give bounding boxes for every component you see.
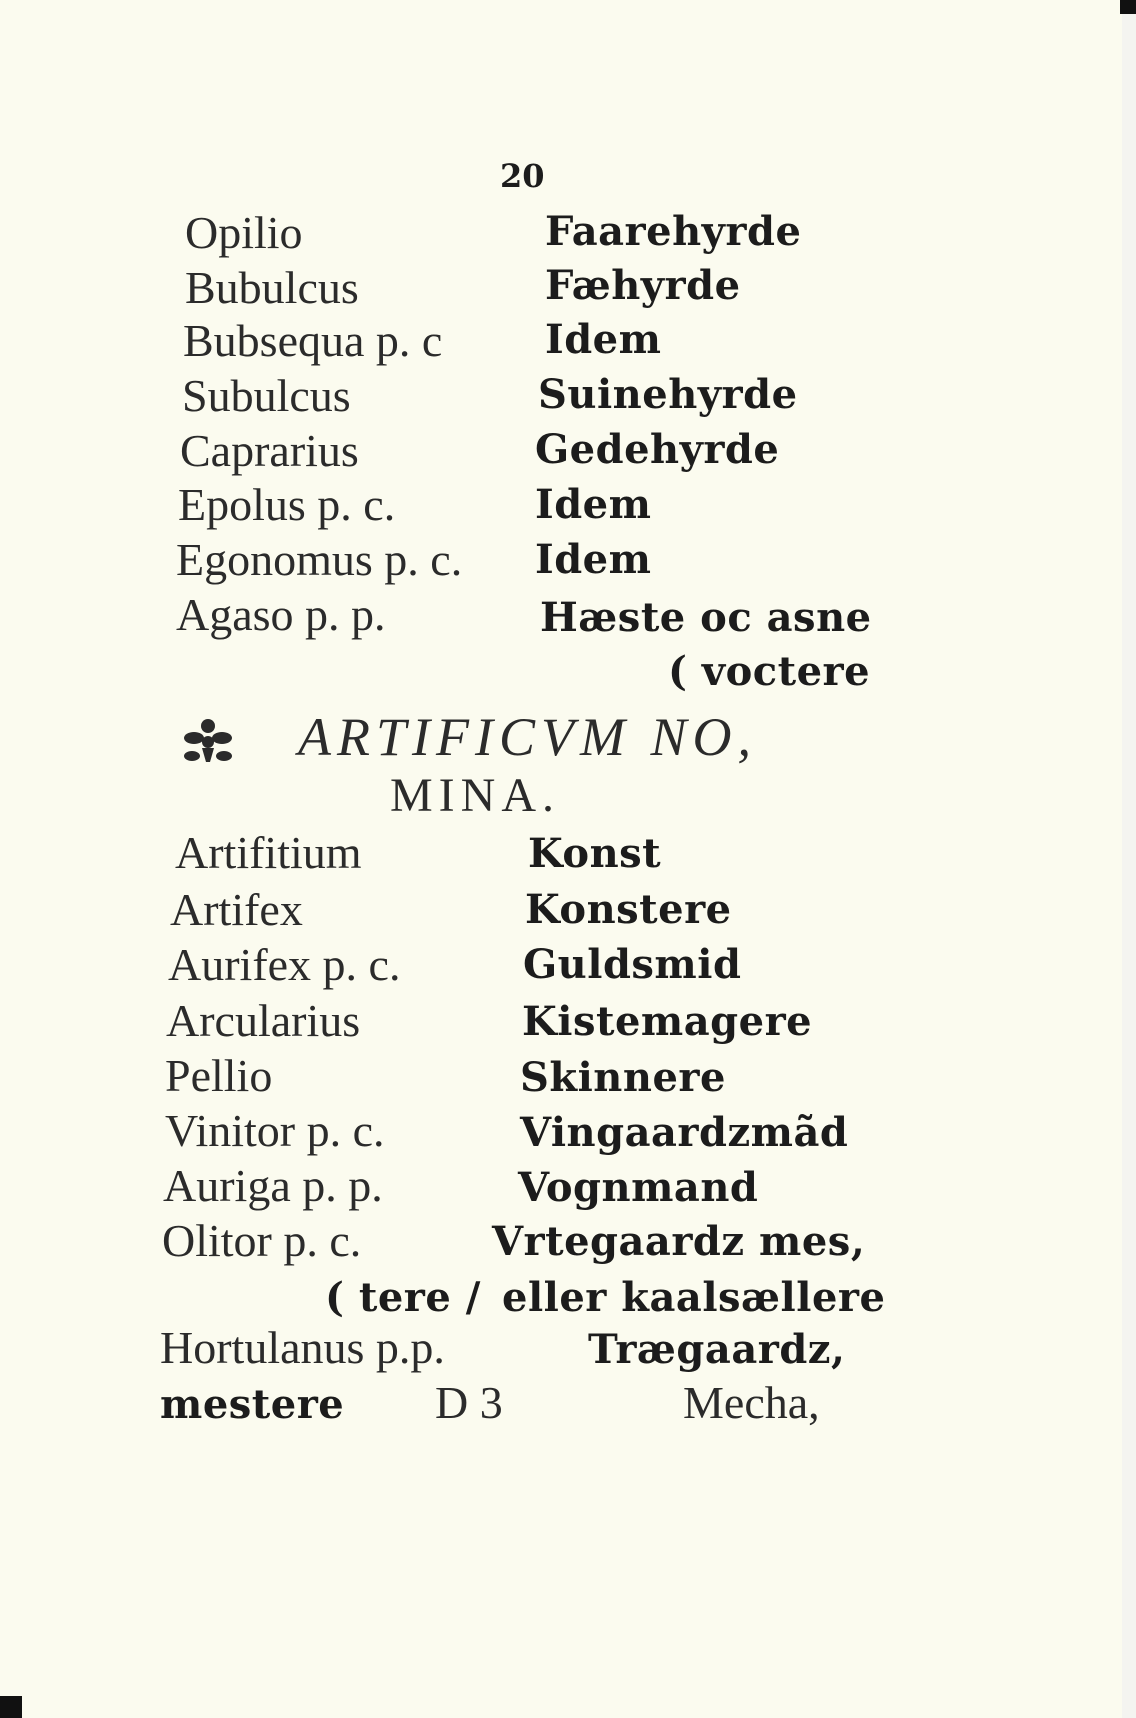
fleuron-icon (180, 712, 236, 768)
page-number: 20 (500, 157, 545, 195)
danish-term: Guldsmid (523, 941, 742, 988)
danish-term: Suinehyrde (538, 371, 798, 418)
latin-term: Artifitium (175, 827, 362, 878)
catchword: Mecha, (683, 1377, 820, 1428)
footer-word: mestere (160, 1381, 345, 1428)
latin-term: Epolus p. c. (178, 479, 396, 530)
danish-term: Faarehyrde (545, 208, 802, 255)
latin-term: Bubulcus (185, 262, 359, 313)
scan-corner-mark (1120, 0, 1136, 14)
danish-term: Hæste oc asne (540, 594, 872, 641)
latin-term: Caprarius (180, 425, 359, 476)
latin-term: Pellio (165, 1050, 273, 1101)
latin-term: Vinitor p. c. (165, 1105, 385, 1156)
page-edge (1122, 0, 1136, 1718)
latin-term: Agaso p. p. (176, 589, 386, 640)
continuation-line: eller kaalsællere (502, 1274, 886, 1321)
danish-term: Idem (545, 316, 662, 363)
latin-term: Auriga p. p. (163, 1160, 383, 1211)
continuation-line: ( voctere (668, 648, 871, 695)
danish-term: Konstere (525, 886, 732, 933)
danish-term: Vognmand (518, 1164, 759, 1211)
danish-term: Trægaardz, (588, 1326, 846, 1373)
latin-term: Arcularius (166, 995, 361, 1046)
latin-term: Bubsequa p. c (183, 315, 443, 366)
section-heading: ARTIFICVM NO, (298, 707, 757, 767)
scan-corner-mark (0, 1696, 22, 1718)
danish-term: Gedehyrde (535, 426, 780, 473)
danish-term: Fæhyrde (545, 262, 741, 309)
signature-mark: D 3 (435, 1377, 503, 1428)
latin-term: Olitor p. c. (162, 1215, 362, 1266)
danish-term: Vrtegaardz mes, (492, 1218, 866, 1265)
latin-term: Artifex (170, 884, 303, 935)
danish-term: Kistemagere (522, 998, 813, 1045)
section-heading-continued: MINA. (390, 769, 560, 822)
danish-term: Idem (535, 536, 652, 583)
latin-term: Egonomus p. c. (176, 534, 463, 585)
latin-term: Opilio (185, 207, 303, 258)
danish-term: Konst (528, 830, 662, 877)
danish-term: Vingaardzmãd (520, 1109, 849, 1156)
danish-term: Idem (535, 481, 652, 528)
danish-term: Skinnere (520, 1054, 726, 1101)
latin-term: Aurifex p. c. (168, 939, 401, 990)
latin-term: Hortulanus p.p. (160, 1322, 445, 1373)
continuation-line: ( tere / (325, 1274, 481, 1321)
latin-term: Subulcus (182, 370, 351, 421)
